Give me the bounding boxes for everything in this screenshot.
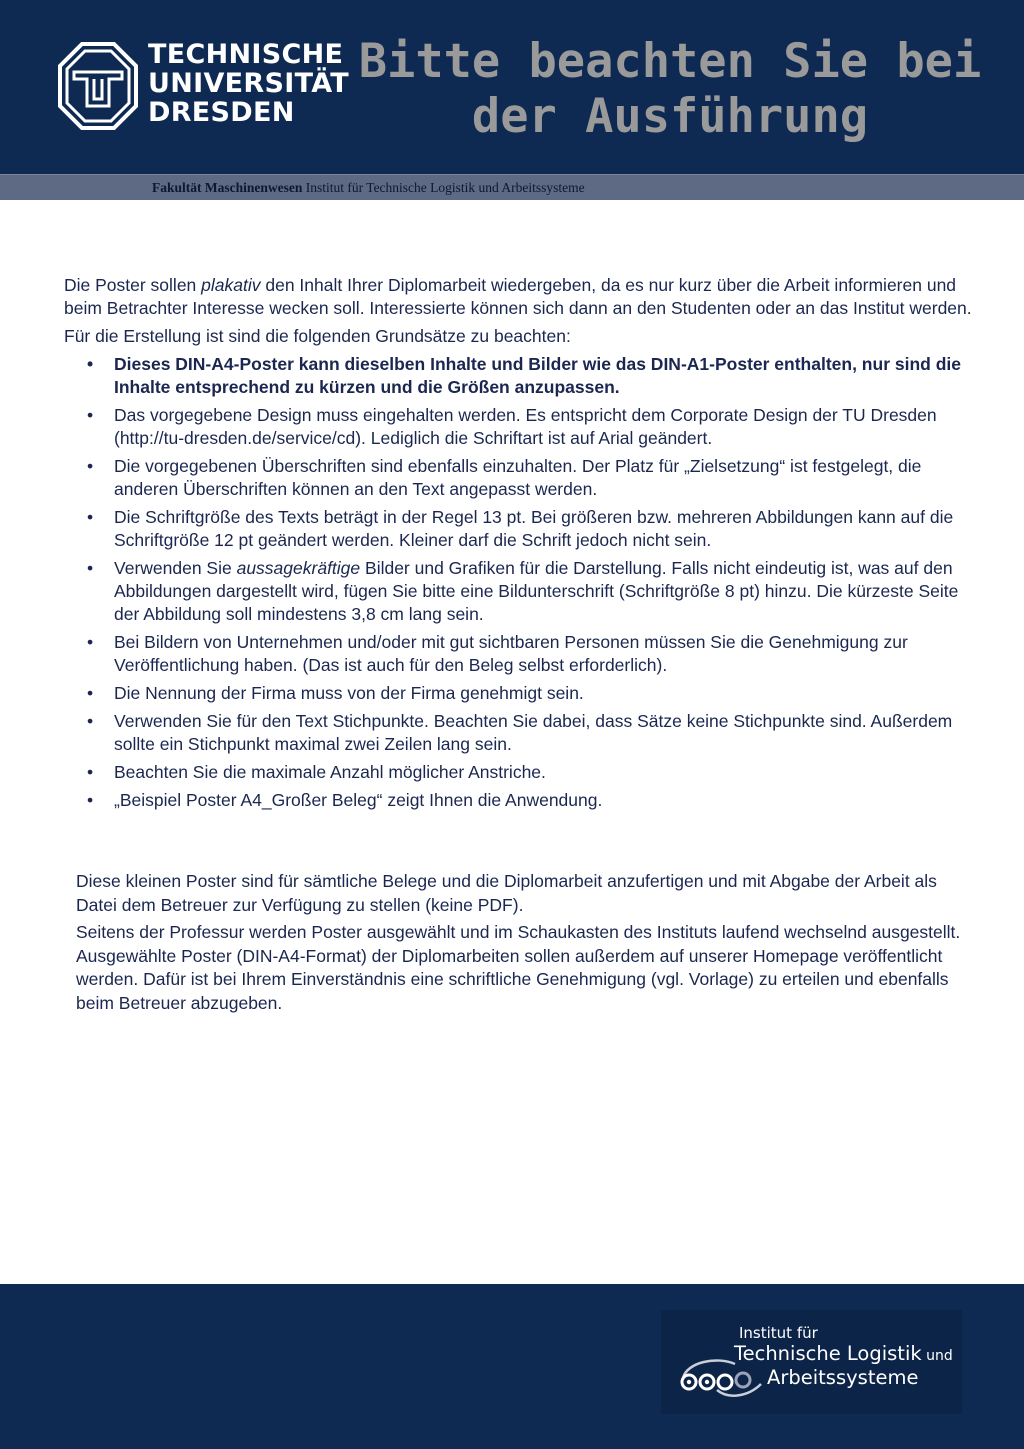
faculty-name: Fakultät Maschinenwesen (152, 180, 303, 195)
list-item (87, 353, 974, 399)
bullet-icon: • (87, 456, 94, 476)
list-item (87, 682, 974, 705)
bullet-icon: • (87, 405, 94, 425)
bullet-icon: • (87, 632, 94, 652)
list-item (87, 789, 974, 812)
wordmark-line-2: UNIVERSITÄT (148, 68, 350, 99)
list-item-emphasis: aussagekräftige (236, 558, 361, 578)
poster-title-line-1: Bitte beachten Sie bei (358, 34, 982, 89)
wordmark-line-1: TECHNISCHE (148, 39, 344, 70)
list-item (87, 506, 974, 552)
poster-title (350, 34, 990, 144)
university-wordmark (148, 40, 349, 127)
list-item-text: Dieses DIN-A4-Poster kann dieselben Inhalte und Bilder wie das DIN-A1-Poster enthalten, nur sind die Inhalte entsprechend zu kürzen und die Größen anzupassen. (114, 354, 961, 397)
list-item-text: Die vorgegebenen Überschriften sind ebenfalls einzuhalten. Der Platz für „Zielsetzung“ ist festgelegt, die anderen Überschriften können an den Text angepasst werden. (114, 456, 922, 499)
poster-title-line-2: der Ausführung (471, 89, 869, 144)
list-item (87, 455, 974, 501)
footer-bar (0, 1284, 1024, 1449)
intro-emphasis: plakativ (201, 275, 261, 295)
list-item-text: Die Schriftgröße des Texts beträgt in der Regel 13 pt. Bei größeren bzw. mehreren Abbildungen kann auf die Schriftgröße 12 pt geändert werden. Kleiner darf die Schrift jedoch nicht sein. (114, 507, 954, 550)
bullet-icon: • (87, 683, 94, 703)
institute-logo (661, 1310, 962, 1414)
subheader-bar (0, 174, 1024, 200)
bullet-icon: • (87, 711, 94, 731)
intro-text-start: Die Poster sollen (64, 275, 202, 295)
closing-paragraph-2: Seitens der Professur werden Poster ausgewählt und im Schaukasten des Instituts laufend wechselnd ausgestellt. Ausgewählte Poster (DIN-A4-Format) der Diplomarbeiten sollen außerdem auf unserer Homepage veröffentlicht werden. Dafür ist bei Ihrem Einverständnis eine schriftliche Genehmigung (vgl. Vorlage) zu erteilen und ebenfalls beim Betreuer abzugeben. (76, 922, 961, 1013)
bullet-icon: • (87, 790, 94, 810)
list-item-text: Das vorgegebene Design muss eingehalten werden. Es entspricht dem Corporate Design der TU Dresden (http://tu-dresden.de/service/cd). Lediglich die Schriftart ist auf Arial geändert. (114, 405, 937, 448)
list-item-text: Die Nennung der Firma muss von der Firma genehmigt sein. (114, 683, 584, 703)
intro-text-end: den Inhalt Ihrer Diplomarbeit wiedergeben, da es nur kurz über die Arbeit informieren und beim Betrachter Interesse wecken soll. Interessierte können sich dann an den Studenten oder an das Institut werden. (64, 275, 972, 318)
closing-section (76, 870, 976, 1019)
guidelines-list (87, 353, 974, 812)
list-item (87, 404, 974, 450)
list-item (87, 710, 974, 756)
institute-name: Institut für Technische Logistik und Arbeitssysteme (305, 180, 585, 195)
list-item-text: „Beispiel Poster A4_Großer Beleg“ zeigt Ihnen die Anwendung. (114, 790, 603, 810)
faculty-institute-line (152, 180, 585, 196)
institute-logo-line-2-main: Technische Logistik (734, 1342, 922, 1365)
header-bar (0, 0, 1024, 174)
bullet-icon: • (87, 507, 94, 527)
chain-links-icon (677, 1354, 767, 1400)
bullet-icon: • (87, 558, 94, 578)
bullet-icon: • (87, 762, 94, 782)
intro-paragraph (64, 274, 974, 320)
list-item-text-end: Bilder und Grafiken für die Darstellung. Falls nicht eindeutig ist, was auf den Abbildungen dargestellt wird, fügen Sie bitte eine Bildunterschrift (Schriftgröße 8 pt) hinzu. Die kürzeste Seite der Abbildung soll mindestens 3,8 cm lang sein. (114, 558, 959, 624)
list-item (87, 557, 974, 626)
list-item (87, 761, 974, 784)
list-item-text: Beachten Sie die maximale Anzahl möglicher Anstriche. (114, 762, 546, 782)
closing-paragraph-1: Diese kleinen Poster sind für sämtliche Belege und die Diplomarbeit anzufertigen und mit Abgabe der Arbeit als Datei dem Betreuer zur Verfügung zu stellen (keine PDF). (76, 871, 937, 915)
wordmark-line-3: DRESDEN (148, 97, 295, 128)
principles-lead: Für die Erstellung ist sind die folgenden Grundsätze zu beachten: (64, 326, 571, 346)
list-item-text: Verwenden Sie für den Text Stichpunkte. Beachten Sie dabei, dass Sätze keine Stichpunkte sind. Außerdem sollte ein Stichpunkt maximal zwei Zeilen lang sein. (114, 711, 953, 754)
list-item (87, 631, 974, 677)
main-content (64, 274, 974, 817)
institute-logo-line-2-small: und (921, 1348, 953, 1364)
list-item-text: Bei Bildern von Unternehmen und/oder mit gut sichtbaren Personen müssen Sie die Genehmigung zur Veröffentlichung haben. (Das ist auch für den Beleg selbst erforderlich). (114, 632, 908, 675)
tu-dresden-logo-icon (58, 42, 138, 130)
bullet-icon: • (87, 354, 94, 374)
list-item-text-start: Verwenden Sie (114, 558, 237, 578)
institute-logo-line-3: Arbeitssysteme (767, 1366, 919, 1389)
institute-logo-line-1: Institut für (739, 1324, 818, 1342)
